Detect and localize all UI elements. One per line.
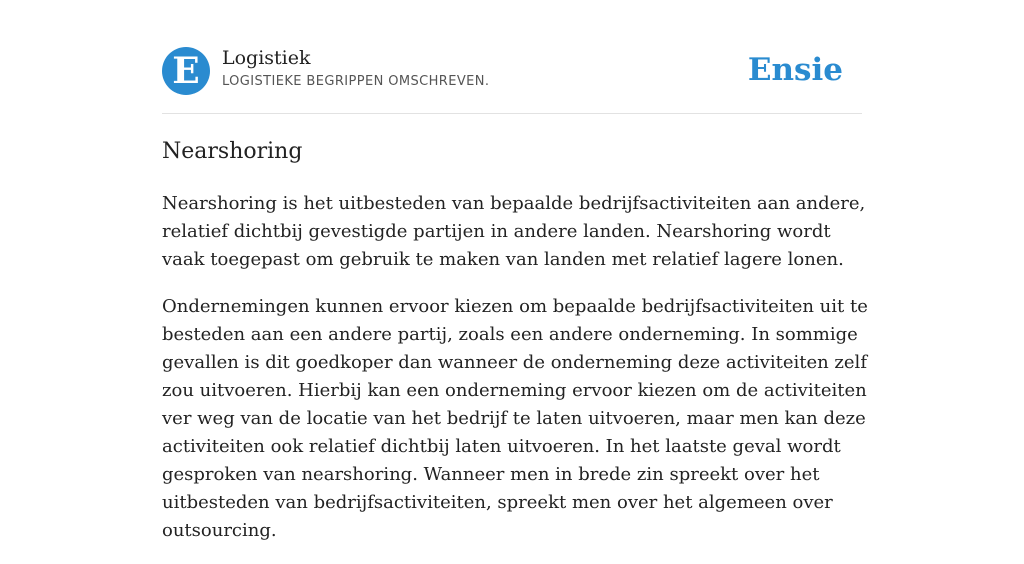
header-divider (162, 113, 862, 114)
site-header (162, 46, 862, 96)
page-title: Nearshoring (162, 139, 303, 164)
article-paragraph-1: Nearshoring is het uitbesteden van bepaalde bedrijfsactiviteiten aan andere, relatief dichtbij gevestigde partijen in andere landen. Nearshoring wordt vaak toegepast om gebruik te maken van landen met relatief lagere lonen. (162, 193, 866, 270)
site-title-link[interactable]: Logistiek (222, 47, 311, 69)
ensie-brand-logo[interactable]: Ensie (747, 52, 843, 88)
logo-letter: E (172, 50, 200, 92)
site-tagline: LOGISTIEKE BEGRIPPEN OMSCHREVEN. (222, 74, 490, 89)
article-paragraph-2: Ondernemingen kunnen ervoor kiezen om bepaalde bedrijfsactiviteiten uit te besteden aan een andere partij, zoals een andere onderneming. In sommige gevallen is dit goedkoper dan wanneer de onderneming deze activiteiten zelf zou uitvoeren. Hierbij kan een onderneming ervoor kiezen om de activiteiten ver weg van de locatie van het bedrijf te laten uitvoeren, maar men kan deze activiteiten ook relatief dichtbij laten uitvoeren. In het laatste geval wordt gesproken van nearshoring. Wanneer men in brede zin spreekt over het uitbesteden van bedrijfsactiviteiten, spreekt men over het algemeen over outsourcing. (162, 296, 868, 541)
article-body (162, 190, 868, 564)
